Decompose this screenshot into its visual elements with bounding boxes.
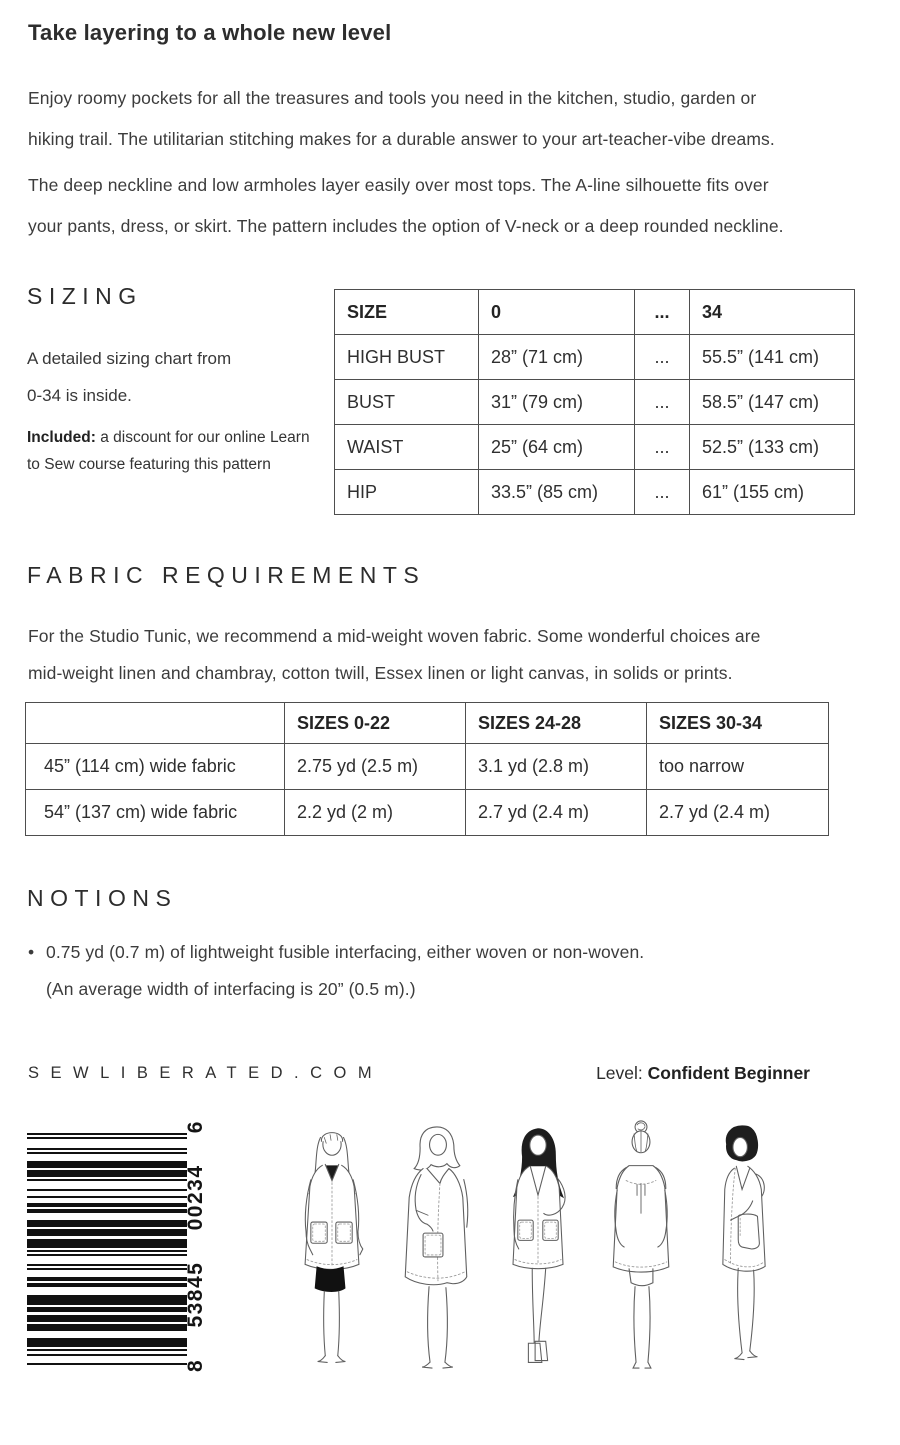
table-cell: 28” (71 cm) bbox=[479, 335, 635, 380]
paragraph-line: hiking trail. The utilitarian stitching makes for a durable answer to your art-teacher-vibe dreams. bbox=[28, 129, 775, 149]
table-cell: 55.5” (141 cm) bbox=[690, 335, 855, 380]
table-row bbox=[335, 425, 855, 470]
sizing-included-note bbox=[27, 424, 310, 478]
model-illustration-three-quarter-long bbox=[383, 1118, 487, 1380]
paragraph-line: The deep neckline and low armholes layer easily over most tops. The A-line silhouette fits over bbox=[28, 175, 769, 195]
table-cell: HIGH BUST bbox=[335, 335, 479, 380]
table-cell: 2.2 yd (2 m) bbox=[285, 790, 466, 836]
table-header-row bbox=[26, 703, 829, 744]
table-cell: 54” (137 cm) wide fabric bbox=[26, 790, 285, 836]
paragraph-line: For the Studio Tunic, we recommend a mid-weight woven fabric. Some wonderful choices are bbox=[28, 626, 761, 646]
barcode-digit-group: 53845 bbox=[184, 1261, 207, 1328]
table-header-cell: ... bbox=[635, 290, 690, 335]
page-title: Take layering to a whole new level bbox=[28, 20, 392, 45]
notions-heading: NOTIONS bbox=[27, 885, 178, 911]
table-cell: 31” (79 cm) bbox=[479, 380, 635, 425]
table-row bbox=[335, 380, 855, 425]
table-row bbox=[335, 470, 855, 515]
fabric-description bbox=[28, 618, 760, 692]
table-cell: 58.5” (147 cm) bbox=[690, 380, 855, 425]
sizing-description bbox=[27, 340, 231, 414]
barcode-bars bbox=[27, 1133, 197, 1365]
model-illustration-side-view bbox=[694, 1118, 794, 1380]
included-text: a discount for our online Learn bbox=[95, 429, 310, 446]
skill-level-label: Level: bbox=[596, 1063, 643, 1083]
table-header-cell: SIZES 30-34 bbox=[647, 703, 829, 744]
table-row bbox=[26, 790, 829, 836]
barcode-digit-group: 6 bbox=[184, 1120, 207, 1134]
model-illustrations bbox=[282, 1118, 794, 1386]
fabric-table bbox=[25, 702, 829, 836]
table-row bbox=[335, 335, 855, 380]
table-cell: 2.75 yd (2.5 m) bbox=[285, 744, 466, 790]
skill-level-value: Confident Beginner bbox=[647, 1063, 810, 1083]
table-header-cell: 0 bbox=[479, 290, 635, 335]
model-illustration-front-tank bbox=[282, 1118, 382, 1380]
table-cell: ... bbox=[635, 470, 690, 515]
table-cell: BUST bbox=[335, 380, 479, 425]
model-illustration-back-view bbox=[589, 1118, 693, 1380]
table-cell: ... bbox=[635, 425, 690, 470]
barcode-digit-group: 00234 bbox=[184, 1164, 207, 1231]
paragraph-line: mid-weight linen and chambray, cotton twill, Essex linen or light canvas, in solids or prints. bbox=[28, 663, 733, 683]
table-header-cell: SIZES 24-28 bbox=[466, 703, 647, 744]
table-cell: 2.7 yd (2.4 m) bbox=[466, 790, 647, 836]
table-cell: 25” (64 cm) bbox=[479, 425, 635, 470]
table-cell: too narrow bbox=[647, 744, 829, 790]
sizing-table bbox=[334, 289, 855, 515]
paragraph-line: your pants, dress, or skirt. The pattern includes the option of V-neck or a deep rounded neckline. bbox=[28, 216, 784, 236]
table-cell: 52.5” (133 cm) bbox=[690, 425, 855, 470]
bullet-icon: • bbox=[28, 942, 35, 962]
fabric-requirements-heading: FABRIC REQUIREMENTS bbox=[27, 562, 426, 588]
barcode-number bbox=[184, 1120, 208, 1372]
table-cell: 45” (114 cm) wide fabric bbox=[26, 744, 285, 790]
table-cell: 33.5” (85 cm) bbox=[479, 470, 635, 515]
paragraph-line: Enjoy roomy pockets for all the treasures and tools you need in the kitchen, studio, garden or bbox=[28, 88, 757, 108]
table-cell: ... bbox=[635, 335, 690, 380]
table-cell: 3.1 yd (2.8 m) bbox=[466, 744, 647, 790]
intro-paragraph-2 bbox=[28, 165, 784, 247]
paragraph-line: 0-34 is inside. bbox=[27, 386, 132, 405]
table-cell: HIP bbox=[335, 470, 479, 515]
table-cell: 61” (155 cm) bbox=[690, 470, 855, 515]
intro-paragraph-1 bbox=[28, 78, 775, 160]
sizing-heading: SIZING bbox=[27, 283, 143, 309]
paragraph-line bbox=[27, 424, 310, 451]
table-header-cell: SIZES 0-22 bbox=[285, 703, 466, 744]
included-label: Included: bbox=[27, 429, 96, 446]
table-header-cell: SIZE bbox=[335, 290, 479, 335]
table-header-cell: 34 bbox=[690, 290, 855, 335]
model-illustration-front-vneck bbox=[488, 1118, 588, 1380]
table-cell: WAIST bbox=[335, 425, 479, 470]
table-row bbox=[26, 744, 829, 790]
notions-item-note: (An average width of interfacing is 20” (0.5 m).) bbox=[46, 979, 416, 999]
barcode bbox=[27, 1133, 197, 1365]
table-header-row bbox=[335, 290, 855, 335]
notions-item bbox=[28, 942, 644, 963]
paragraph-line: to Sew course featuring this pattern bbox=[27, 456, 271, 473]
paragraph-line: A detailed sizing chart from bbox=[27, 349, 232, 368]
website-url: SEWLIBERATED.COM bbox=[28, 1064, 384, 1082]
notions-item-text: 0.75 yd (0.7 m) of lightweight fusible interfacing, either woven or non-woven. bbox=[46, 942, 645, 962]
table-cell: 2.7 yd (2.4 m) bbox=[647, 790, 829, 836]
skill-level bbox=[558, 1063, 810, 1084]
table-header-cell bbox=[26, 703, 285, 744]
barcode-digit-group: 8 bbox=[184, 1358, 207, 1372]
table-cell: ... bbox=[635, 380, 690, 425]
